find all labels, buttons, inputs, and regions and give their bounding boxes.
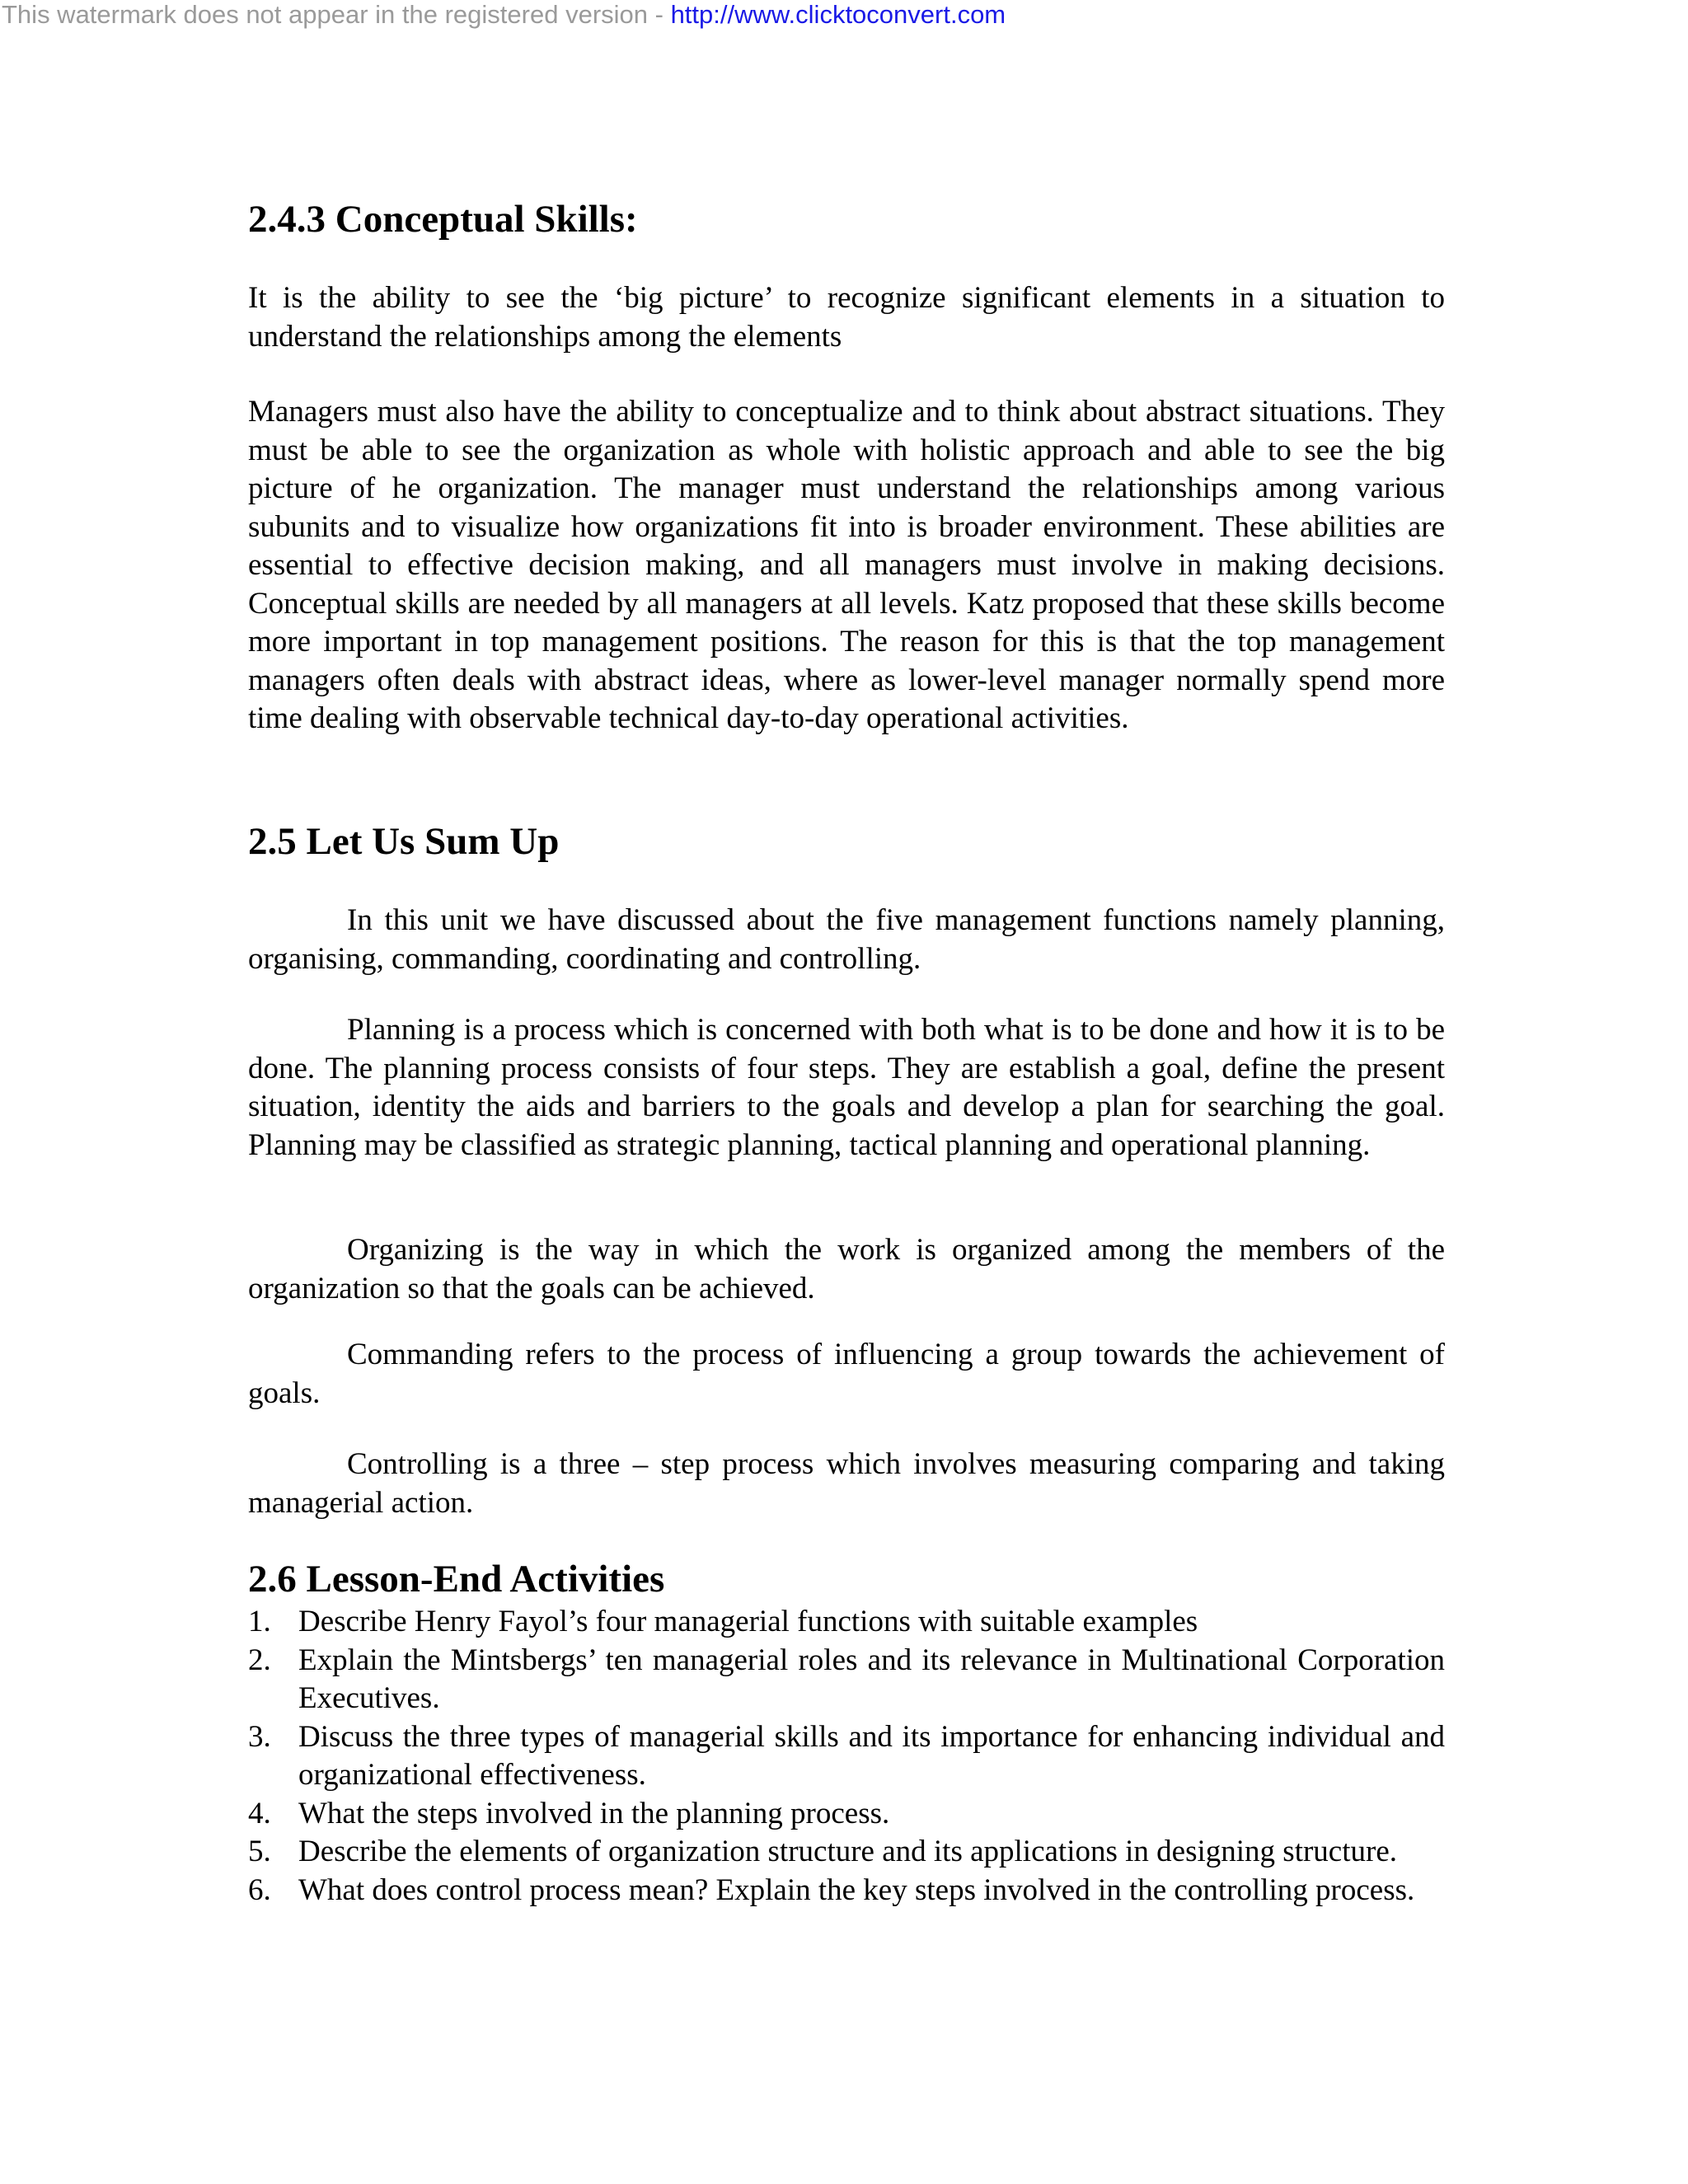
list-item	[248, 1718, 1445, 1795]
list-item-text: Explain the Mintsbergs’ ten managerial roles and its relevance in Multinational Corporation Executives.	[298, 1643, 1445, 1715]
paragraph-conceptual-definition: It is the ability to see the ‘big picture’ to recognize significant elements in a situation to understand the relationships among the elements	[248, 281, 1445, 354]
paragraph-conceptual-detail: Managers must also have the ability to conceptualize and to think about abstract situations. They must be able to see the organization as whole with holistic approach and able to see the big picture of he organization. The manager must understand the relationships among various subunits and to visualize how organizations fit into is broader environment. These abilities are essential to effective decision making, and all managers must involve in making decisions. Conceptual skills are needed by all managers at all levels. Katz proposed that these skills become more important in top management positions. The reason for this is that the top management managers often deals with abstract ideas, where as lower-level manager normally spend more time dealing with observable technical day-to-day operational activities.	[248, 395, 1445, 735]
list-item	[248, 1603, 1445, 1642]
activities-list	[248, 1603, 1445, 1910]
paragraph-sum-up-intro: In this unit we have discussed about the five management functions namely planning, organising, commanding, coordinating and controlling.	[248, 903, 1445, 976]
watermark-banner	[2, 0, 1006, 30]
list-item-number: 1.	[248, 1605, 271, 1638]
list-item-text: What the steps involved in the planning process.	[298, 1796, 890, 1830]
watermark-link[interactable]: http://www.clicktoconvert.com	[670, 0, 1006, 29]
paragraph-organizing: Organizing is the way in which the work is organized among the members of the organization so that the goals can be achieved.	[248, 1233, 1445, 1305]
list-item-number: 2.	[248, 1643, 271, 1677]
list-item-text: Describe Henry Fayol’s four managerial functions with suitable examples	[298, 1605, 1198, 1638]
list-item	[248, 1642, 1445, 1718]
list-item-number: 3.	[248, 1719, 271, 1754]
list-item-text: Describe the elements of organization structure and its applications in designing structure.	[298, 1835, 1397, 1868]
list-item-number: 6.	[248, 1872, 271, 1907]
list-item-number: 5.	[248, 1835, 271, 1868]
heading-sum-up: 2.5 Let Us Sum Up	[248, 820, 560, 863]
paragraph-planning: Planning is a process which is concerned with both what is to be done and how it is to be done. The planning process consists of four steps. They are establish a goal, define the present situation, identity the aids and barriers to the goals and develop a plan for searching the goal. Planning may be classified as strategic planning, tactical planning and operational planning.	[248, 1013, 1445, 1162]
heading-lesson-end-activities: 2.6 Lesson-End Activities	[248, 1558, 665, 1601]
list-item-text: Discuss the three types of managerial skills and its importance for enhancing individual and organizational effectiveness.	[298, 1719, 1445, 1792]
list-item	[248, 1872, 1445, 1910]
list-item	[248, 1795, 1445, 1834]
paragraph-commanding: Commanding refers to the process of influencing a group towards the achievement of goals.	[248, 1338, 1445, 1410]
list-item	[248, 1833, 1445, 1872]
list-item-number: 4.	[248, 1796, 271, 1830]
watermark-text: This watermark does not appear in the registered version -	[2, 0, 671, 29]
paragraph-controlling: Controlling is a three – step process which involves measuring comparing and taking managerial action.	[248, 1447, 1445, 1520]
list-item-text: What does control process mean? Explain the key steps involved in the controlling process.	[298, 1872, 1415, 1907]
heading-conceptual-skills: 2.4.3 Conceptual Skills:	[248, 198, 638, 241]
